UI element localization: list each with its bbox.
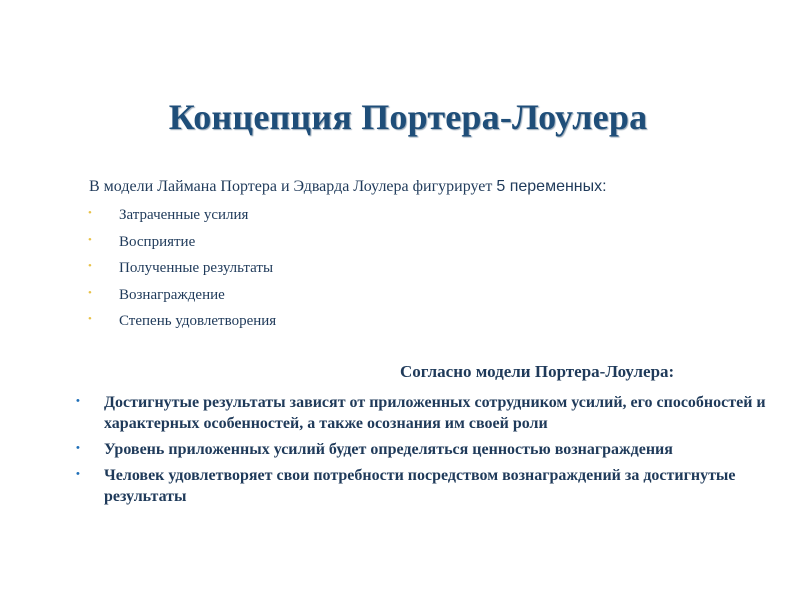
list-item [76, 465, 776, 507]
variable-label: Вознаграждение [119, 286, 225, 303]
list-item [88, 204, 276, 231]
list-item [88, 257, 276, 284]
model-subheading: Согласно модели Портера-Лоулера: [400, 362, 675, 381]
variables-list [88, 204, 276, 337]
bullet-icon: • [88, 313, 92, 325]
bullet-icon: • [88, 286, 92, 299]
list-item [76, 439, 776, 460]
bullet-icon: • [88, 207, 92, 219]
bullet-icon: • [76, 442, 80, 454]
list-item [88, 284, 276, 311]
model-points-list [76, 392, 776, 512]
intro-paragraph [89, 178, 789, 196]
bullet-icon: • [88, 233, 92, 246]
variable-label: Затраченные усилия [119, 207, 249, 223]
intro-text: В модели Лаймана Портера и Эдварда Лоулера фигурирует [89, 178, 497, 195]
bullet-icon: • [76, 395, 80, 407]
slide-title: Концепция Портера-Лоулера [168, 97, 648, 137]
point-text: Уровень приложенных усилий будет определяться ценностью вознаграждения [104, 441, 673, 458]
bullet-icon: • [88, 260, 92, 272]
point-text: Достигнутые результаты зависят от приложенных сотрудником усилий, его способностей и характерных особенностей, а также осознания им своей роли [104, 394, 766, 432]
bullet-icon: • [76, 468, 80, 480]
variable-label: Восприятие [119, 233, 196, 250]
variable-label: Степень удовлетворения [119, 313, 277, 329]
variable-label: Полученные результаты [119, 260, 274, 276]
point-text: Человек удовлетворяет свои потребности посредством вознаграждений за достигнутые результаты [104, 467, 736, 505]
list-item [88, 310, 276, 337]
list-item [88, 231, 276, 258]
list-item [76, 392, 776, 434]
intro-emphasis: 5 переменных: [496, 178, 607, 195]
